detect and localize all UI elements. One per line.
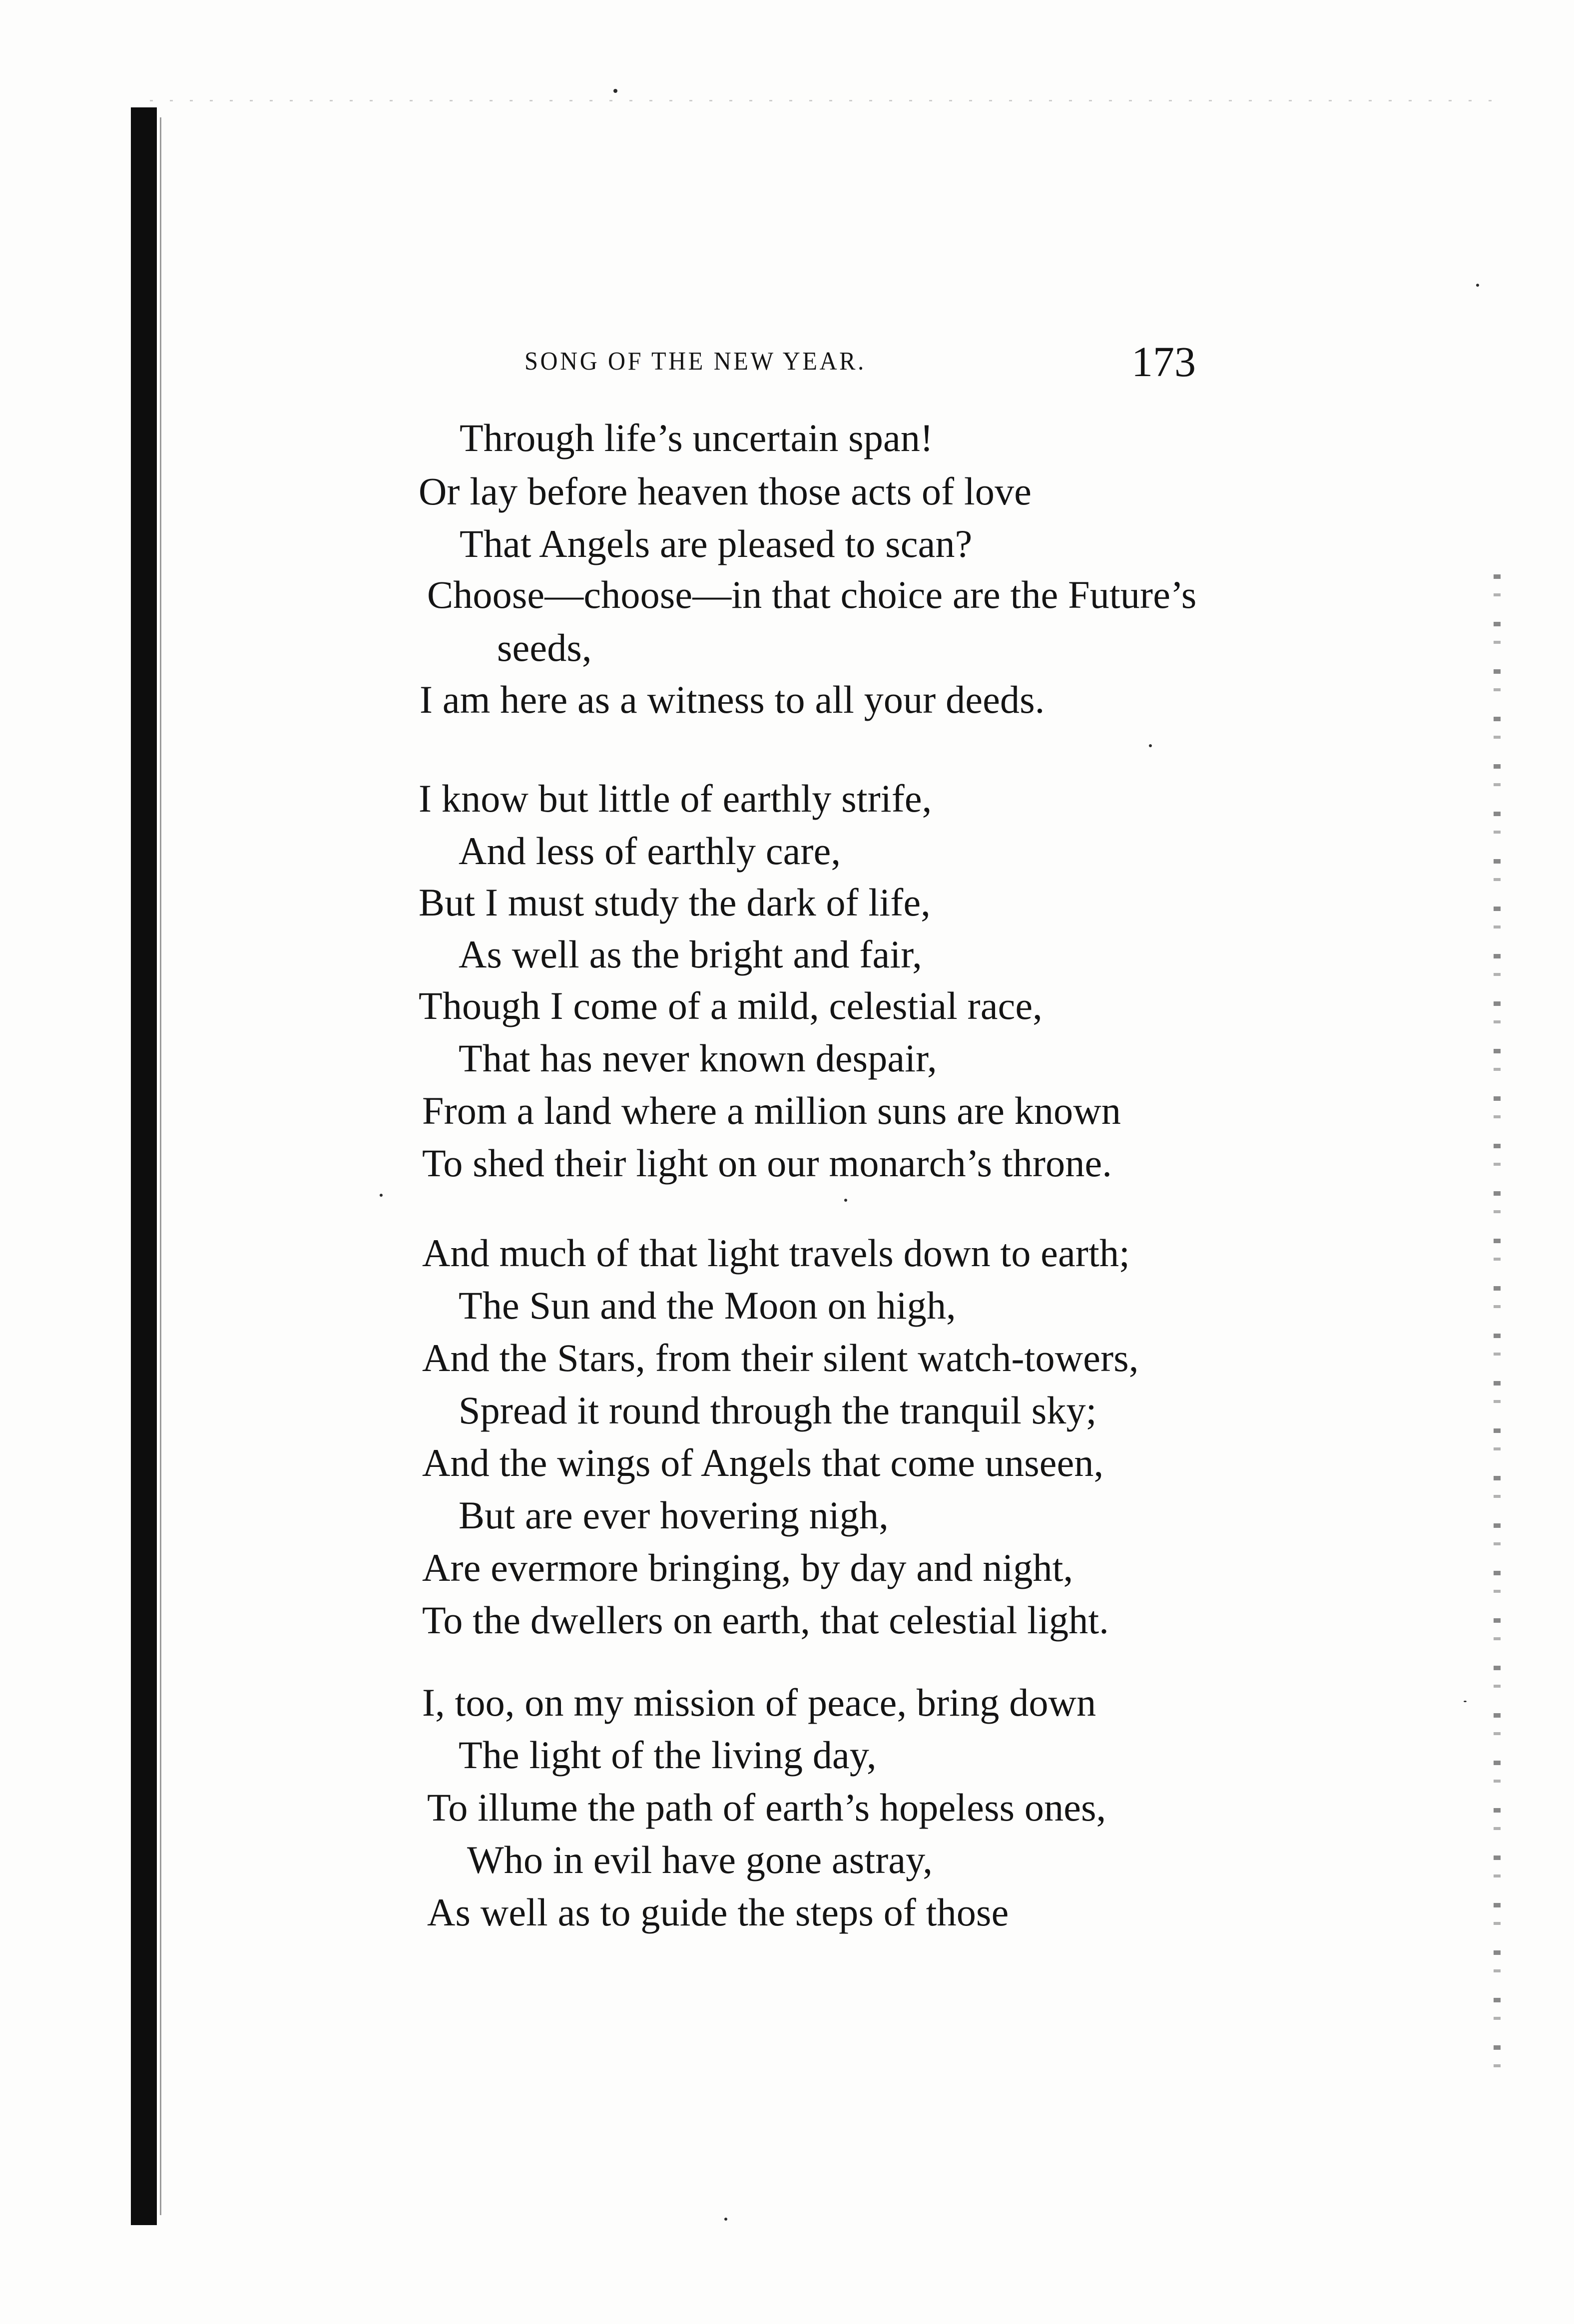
verse-line: To shed their light on our monarch’s throne.: [422, 1141, 1112, 1185]
verse-line: Choose—choose—in that choice are the Future’s: [427, 573, 1197, 616]
verse-line: seeds,: [497, 626, 592, 669]
verse-line: But are ever hovering nigh,: [459, 1493, 889, 1537]
binding-edge-shadow: [160, 117, 161, 2215]
verse-line: Though I come of a mild, celestial race,: [419, 984, 1043, 1027]
verse-line: To illume the path of earth’s hopeless ones,: [427, 1786, 1106, 1829]
verse-line: And less of earthly care,: [459, 829, 841, 873]
ink-speck: [1464, 1701, 1467, 1702]
page-number: 173: [1131, 338, 1196, 386]
binding-edge: [131, 107, 157, 2225]
verse-line: As well as the bright and fair,: [459, 932, 922, 976]
ink-speck: [380, 1194, 383, 1197]
verse-line: To the dwellers on earth, that celestial light.: [422, 1598, 1109, 1642]
ink-speck: [613, 89, 617, 93]
verse-line: Spread it round through the tranquil sky;: [459, 1389, 1097, 1432]
verse-line: That Angels are pleased to scan?: [460, 522, 973, 565]
top-margin-dust: [150, 100, 1499, 101]
ink-speck: [1476, 284, 1479, 287]
running-title: SONG OF THE NEW YEAR.: [525, 347, 866, 376]
verse-line: Who in evil have gone astray,: [467, 1838, 933, 1881]
verse-line: I am here as a witness to all your deeds.: [420, 678, 1045, 721]
right-margin-speckle: [1494, 574, 1501, 2073]
verse-line: The Sun and the Moon on high,: [459, 1284, 956, 1327]
verse-line: As well as to guide the steps of those: [427, 1890, 1009, 1934]
verse-line: The light of the living day,: [459, 1733, 877, 1777]
verse-line: And the Stars, from their silent watch-towers,: [422, 1336, 1139, 1380]
verse-line: Are evermore bringing, by day and night,: [422, 1546, 1073, 1589]
ink-speck: [844, 1199, 847, 1202]
running-head: [525, 338, 1224, 386]
verse-line: From a land where a million suns are known: [422, 1089, 1121, 1132]
verse-line: Or lay before heaven those acts of love: [419, 469, 1032, 513]
ink-speck: [724, 2218, 727, 2221]
verse-line: But I must study the dark of life,: [419, 881, 931, 924]
verse-line: Through life’s uncertain span!: [460, 416, 934, 460]
verse-line: That has never known despair,: [459, 1036, 937, 1080]
verse-line: And much of that light travels down to earth;: [422, 1231, 1130, 1275]
ink-speck: [1149, 744, 1152, 747]
verse-line: I know but little of earthly strife,: [419, 777, 932, 820]
verse-line: And the wings of Angels that come unseen,: [422, 1441, 1104, 1484]
verse-line: I, too, on my mission of peace, bring down: [422, 1681, 1096, 1724]
